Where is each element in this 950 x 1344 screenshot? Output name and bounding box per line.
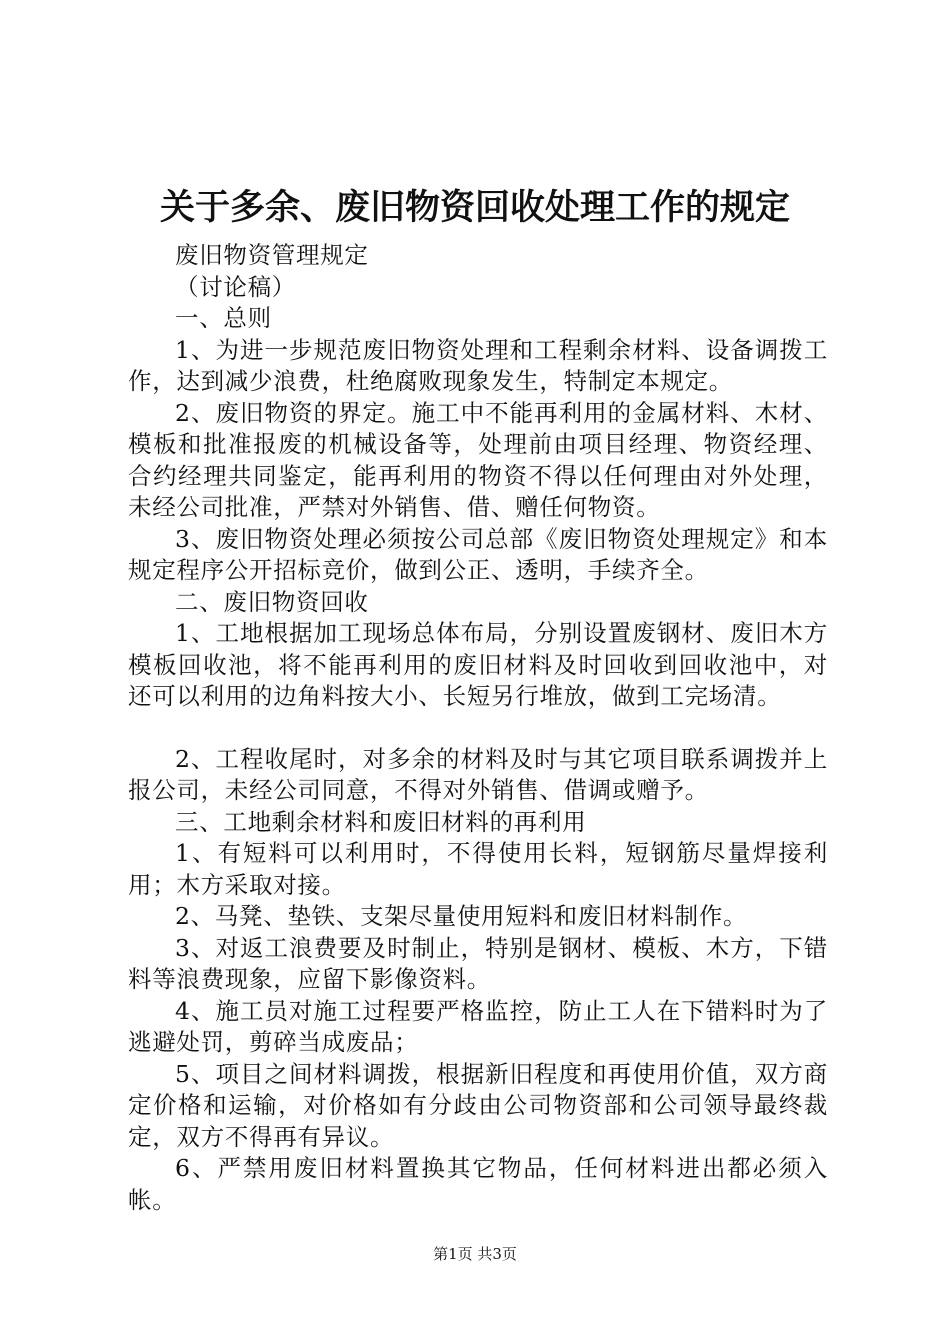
paragraph: 5、项目之间材料调拨，根据新旧程度和再使用价值，双方商定价格和运输，对价格如有分歧由公司物资部和公司领导最终裁定，双方不得再有异议。 bbox=[128, 1059, 828, 1151]
paragraph: 3、废旧物资处理必须按公司总部《废旧物资处理规定》和本规定程序公开招标竞价，做到公正、透明，手续齐全。 bbox=[128, 524, 828, 584]
paragraph: 4、施工员对施工过程要严格监控，防止工人在下错料时为了逃避处罚，剪碎当成废品； bbox=[128, 996, 828, 1056]
document-body bbox=[128, 240, 828, 1216]
paragraph: 2、废旧物资的界定。施工中不能再利用的金属材料、木材、模板和批准报废的机械设备等，处理前由项目经理、物资经理、合约经理共同鉴定，能再利用的物资不得以任何理由对外处理，未经公司批准，严禁对外销售、借、赠任何物资。 bbox=[128, 398, 828, 521]
paragraph: 3、对返工浪费要及时制止，特别是钢材、模板、木方，下错料等浪费现象，应留下影像资料。 bbox=[128, 933, 828, 993]
section-heading: 三、工地剩余材料和废旧材料的再利用 bbox=[175, 807, 587, 836]
paragraph: 1、有短料可以利用时，不得使用长料，短钢筋尽量焊接利用；木方采取对接。 bbox=[128, 839, 828, 899]
paragraph: 6、严禁用废旧材料置换其它物品，任何材料进出都必须入帐。 bbox=[128, 1154, 828, 1214]
paragraph: 废旧物资管理规定 bbox=[175, 241, 369, 269]
section-heading: 一、总则 bbox=[175, 304, 272, 332]
section-heading: 二、废旧物资回收 bbox=[175, 587, 369, 616]
paragraph: 2、马凳、垫铁、支架尽量使用短料和废旧材料制作。 bbox=[175, 902, 748, 930]
page-footer: 第1页 共3页 bbox=[433, 1245, 517, 1263]
paragraph: 2、工程收尾时，对多余的材料及时与其它项目联系调拨并上报公司，未经公司同意，不得对外销售、借调或赠予。 bbox=[128, 744, 828, 804]
paragraph: 1、为进一步规范废旧物资处理和工程剩余材料、设备调拨工作，达到减少浪费，杜绝腐败现象发生，特制定本规定。 bbox=[128, 335, 828, 395]
paragraph: （讨论稿） bbox=[175, 272, 296, 301]
document-title: 关于多余、废旧物资回收处理工作的规定 bbox=[159, 187, 790, 228]
paragraph: 1、工地根据加工现场总体布局，分别设置废钢材、废旧木方模板回收池，将不能再利用的废旧材料及时回收到回收池中，对还可以利用的边角料按大小、长短另行堆放，做到工完场清。 bbox=[128, 619, 828, 710]
